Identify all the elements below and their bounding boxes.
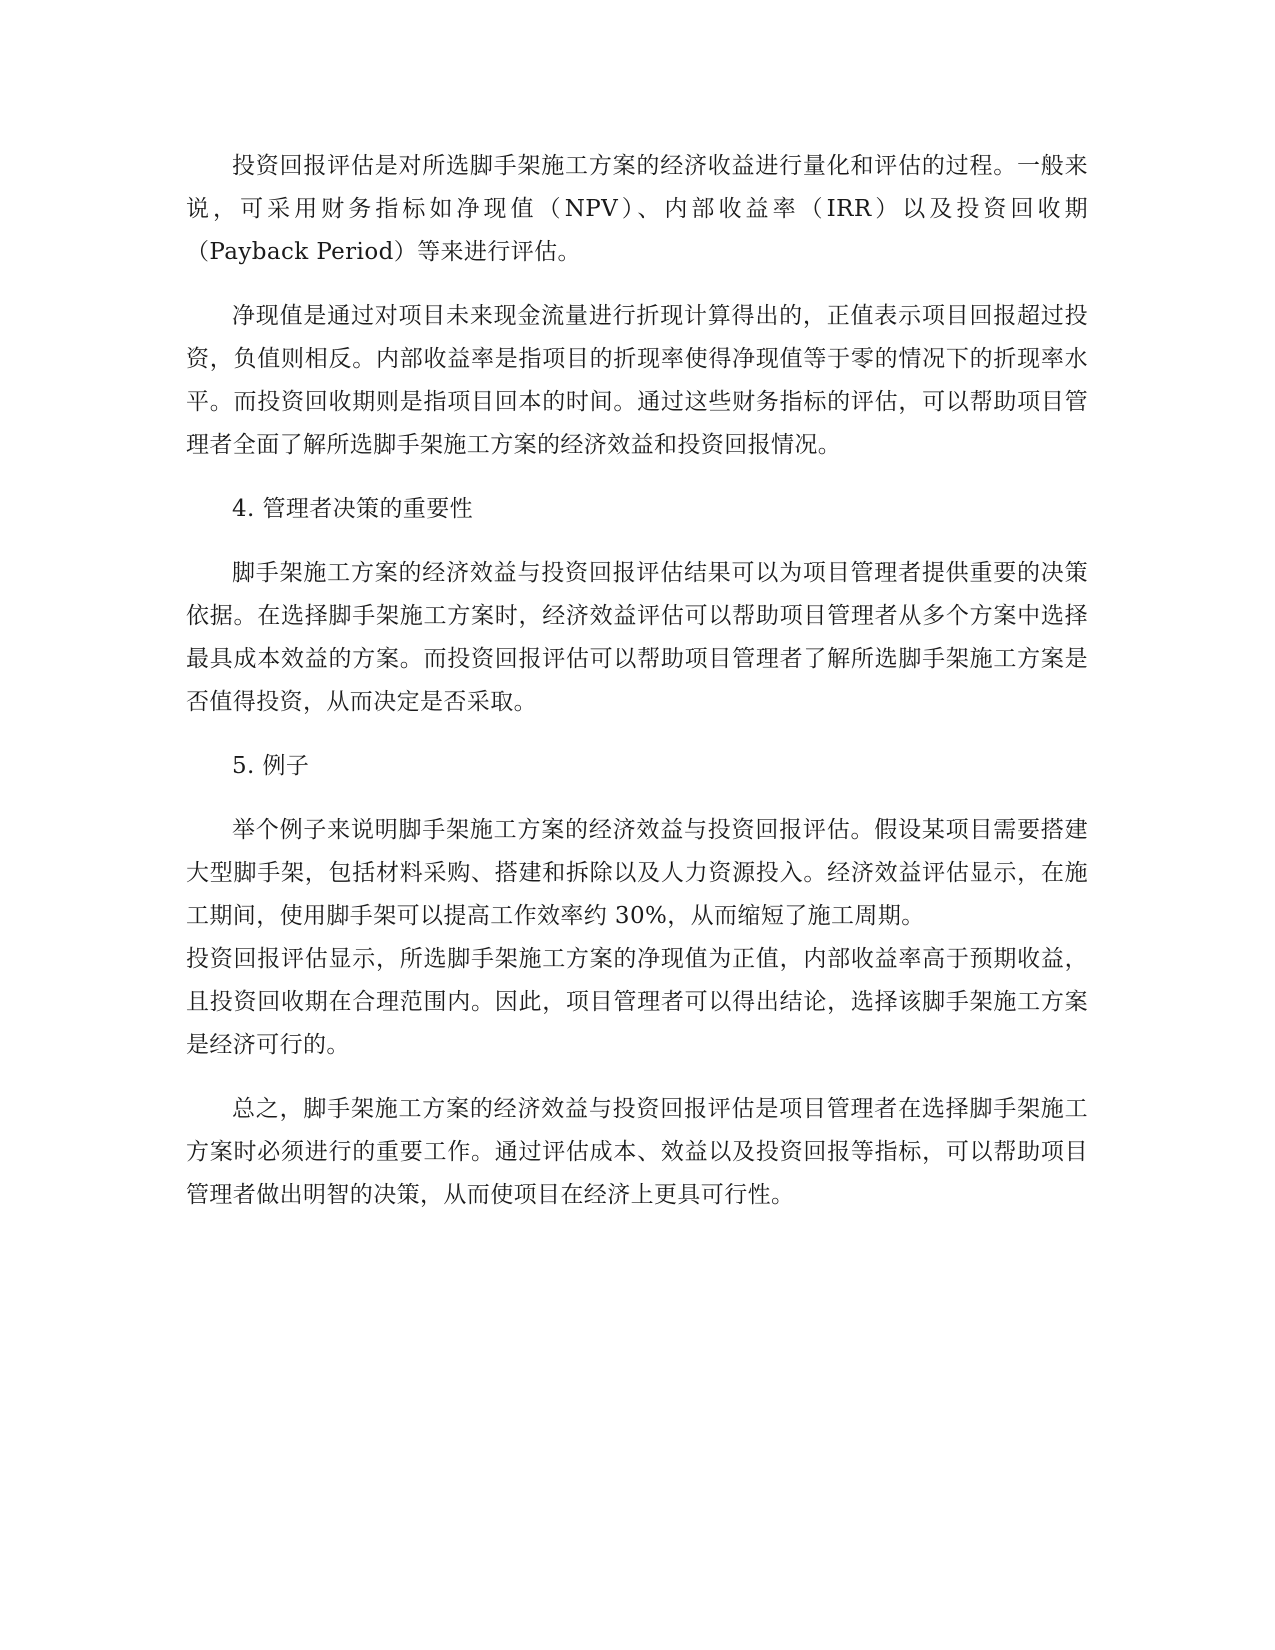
paragraph-npv-irr-explanation: 净现值是通过对项目未来现金流量进行折现计算得出的，正值表示项目回报超过投资，负值则相反。内部收益率是指项目的折现率使得净现值等于零的情况下的折现率水平。而投资回收期则是指项目回本的时间。通过这些财务指标的评估，可以帮助项目管理者全面了解所选脚手架施工方案的经济效益和投资回报情况。 bbox=[186, 303, 1088, 458]
paragraph-decision-importance: 脚手架施工方案的经济效益与投资回报评估结果可以为项目管理者提供重要的决策依据。在选择脚手架施工方案时，经济效益评估可以帮助项目管理者从多个方案中选择最具成本效益的方案。而投资回报评估可以帮助项目管理者了解所选脚手架施工方案是否值得投资，从而决定是否采取。 bbox=[186, 560, 1088, 715]
section-heading-4: 4. 管理者决策的重要性 bbox=[232, 496, 474, 522]
paragraph-example-part-1: 举个例子来说明脚手架施工方案的经济效益与投资回报评估。假设某项目需要搭建大型脚手架，包括材料采购、搭建和拆除以及人力资源投入。经济效益评估显示，在施工期间，使用脚手架可以提高工作效率约 30%，从而缩短了施工周期。 bbox=[186, 817, 1088, 929]
paragraph-example-part-2: 投资回报评估显示，所选脚手架施工方案的净现值为正值，内部收益率高于预期收益，且投资回收期在合理范围内。因此，项目管理者可以得出结论，选择该脚手架施工方案是经济可行的。 bbox=[186, 946, 1088, 1058]
paragraph-investment-return-evaluation: 投资回报评估是对所选脚手架施工方案的经济收益进行量化和评估的过程。一般来说，可采用财务指标如净现值（NPV）、内部收益率（IRR）以及投资回收期（Payback Period）等来进行评估。 bbox=[186, 153, 1088, 265]
document-body bbox=[186, 145, 1088, 1238]
section-heading-5: 5. 例子 bbox=[232, 753, 310, 779]
paragraph-conclusion: 总之，脚手架施工方案的经济效益与投资回报评估是项目管理者在选择脚手架施工方案时必须进行的重要工作。通过评估成本、效益以及投资回报等指标，可以帮助项目管理者做出明智的决策，从而使项目在经济上更具可行性。 bbox=[186, 1096, 1088, 1208]
